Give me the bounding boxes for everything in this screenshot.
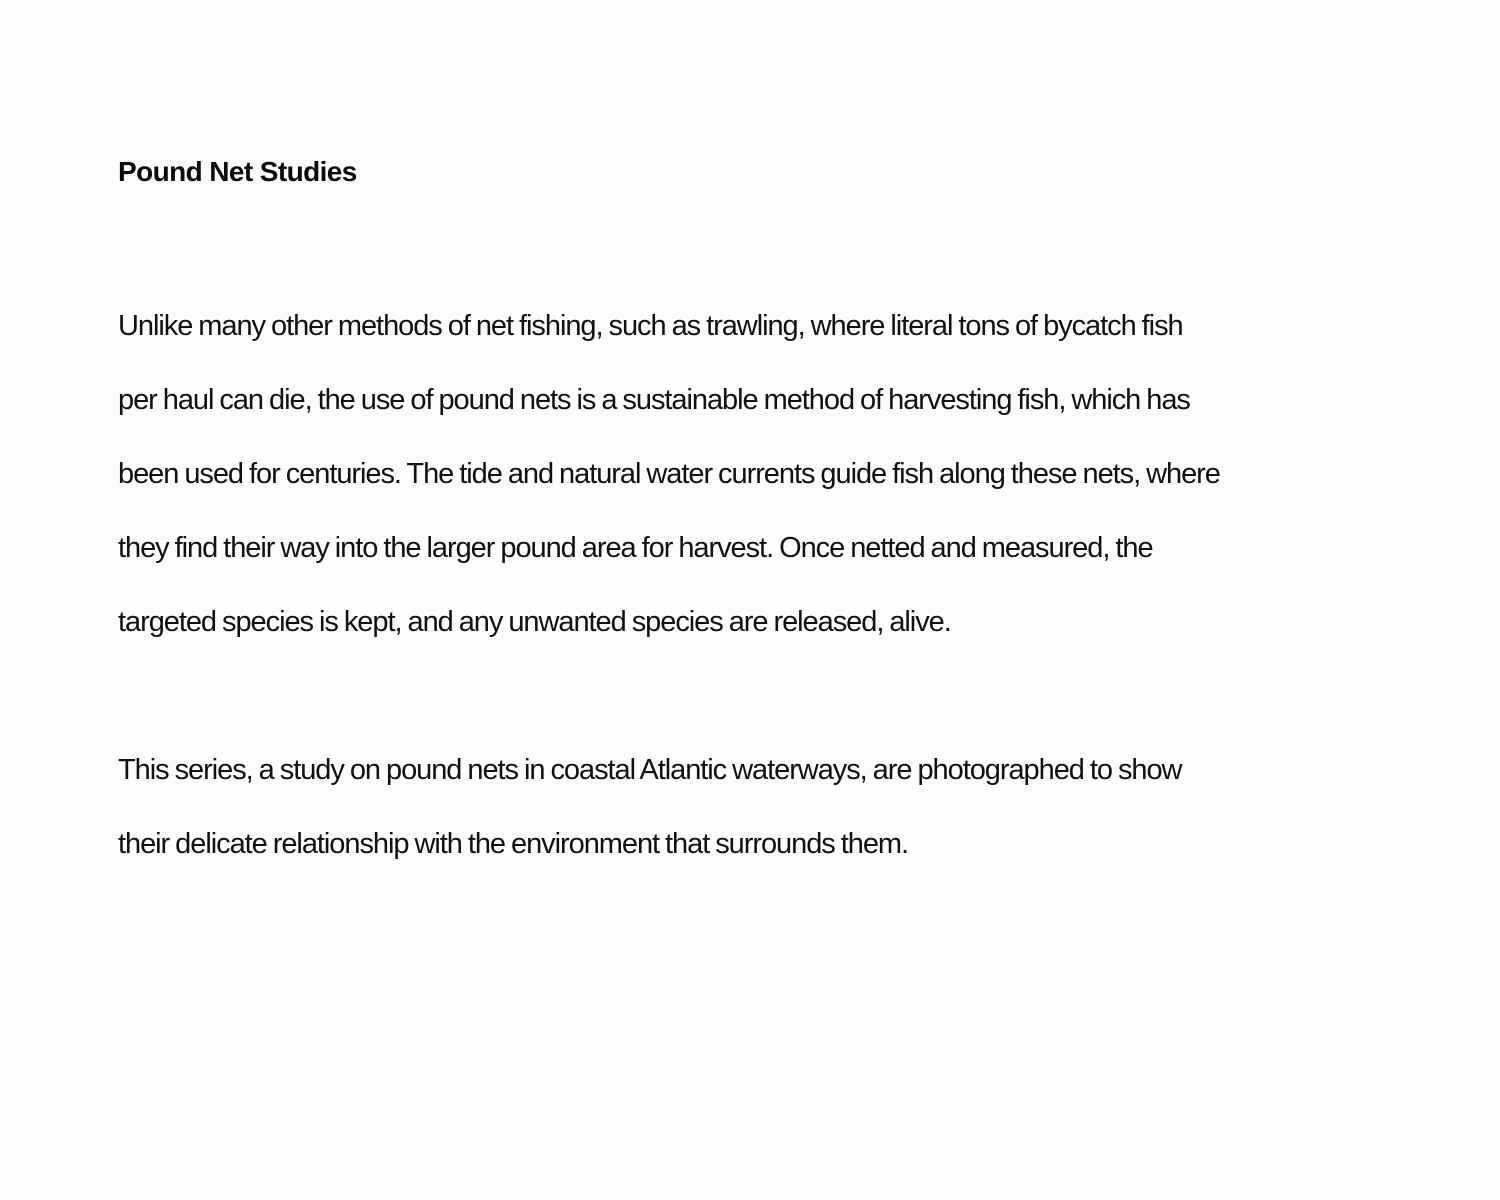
page-title: Pound Net Studies: [118, 156, 357, 187]
paragraph-line: their delicate relationship with the environment that surrounds them.: [118, 828, 909, 860]
document-body: [118, 150, 1418, 881]
paragraph-line: per haul can die, the use of pound nets is a sustainable method of harvesting fish, which has: [118, 384, 1190, 416]
paragraph-line: targeted species is kept, and any unwanted species are released, alive.: [118, 606, 951, 638]
paragraph-series: [118, 733, 1418, 881]
paragraph-line: This series, a study on pound nets in coastal Atlantic waterways, are photographed to show: [118, 754, 1182, 786]
paragraph-intro: [118, 289, 1418, 659]
paragraph-line: Unlike many other methods of net fishing, such as trawling, where literal tons of bycatch fish: [118, 310, 1183, 342]
paragraph-line: they find their way into the larger pound area for harvest. Once netted and measured, the: [118, 532, 1153, 564]
paragraph-line: been used for centuries. The tide and natural water currents guide fish along these nets, where: [118, 458, 1220, 490]
